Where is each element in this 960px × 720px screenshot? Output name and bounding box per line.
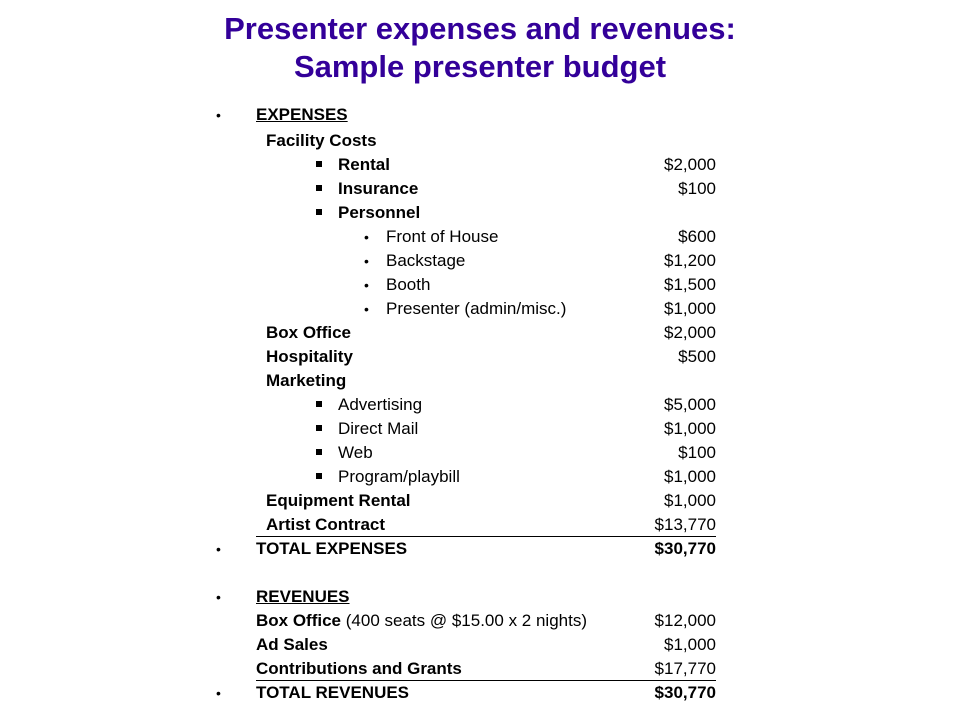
contributions-amount: $17,770 — [654, 659, 716, 678]
bullet-icon: • — [364, 277, 369, 293]
presenter-label: Presenter (admin/misc.) — [386, 299, 567, 318]
bullet-icon: • — [216, 589, 221, 605]
square-bullet-icon — [316, 425, 322, 431]
backstage-label: Backstage — [386, 251, 466, 270]
hospitality-label: Hospitality — [266, 347, 353, 366]
personnel-label: Personnel — [338, 203, 421, 222]
total-revenues-label: TOTAL REVENUES — [256, 683, 410, 702]
presenter-amount: $1,000 — [664, 299, 716, 318]
insurance-label: Insurance — [338, 179, 419, 198]
front-of-house-label: Front of House — [386, 227, 499, 246]
total-expenses-amount: $30,770 — [654, 539, 716, 558]
bullet-icon: • — [364, 301, 369, 317]
bullet-icon: • — [216, 107, 221, 123]
bullet-icon: • — [364, 253, 369, 269]
rental-label: Rental — [338, 155, 390, 174]
direct-mail-label: Direct Mail — [338, 419, 419, 438]
web-label: Web — [338, 443, 373, 462]
equipment-rental-label: Equipment Rental — [266, 491, 411, 510]
bullet-icon: • — [364, 229, 369, 245]
total-revenues-amount: $30,770 — [654, 683, 716, 702]
rental-amount: $2,000 — [664, 155, 716, 174]
program-amount: $1,000 — [664, 467, 716, 486]
revenues-header: REVENUES — [256, 587, 350, 606]
web-amount: $100 — [678, 443, 716, 462]
square-bullet-icon — [316, 449, 322, 455]
booth-label: Booth — [386, 275, 431, 294]
expenses-header: EXPENSES — [256, 105, 348, 124]
ad-sales-amount: $1,000 — [664, 635, 716, 654]
front-of-house-amount: $600 — [678, 227, 716, 246]
page-title — [0, 10, 960, 86]
backstage-amount: $1,200 — [664, 251, 716, 270]
artist-contract-label: Artist Contract — [266, 515, 386, 534]
insurance-amount: $100 — [678, 179, 716, 198]
booth-amount: $1,500 — [664, 275, 716, 294]
square-bullet-icon — [316, 185, 322, 191]
advertising-label: Advertising — [338, 395, 423, 414]
square-bullet-icon — [316, 473, 322, 479]
direct-mail-amount: $1,000 — [664, 419, 716, 438]
revenue-box-office-row — [256, 609, 587, 633]
bullet-icon: • — [216, 685, 221, 701]
title-line-1: Presenter expenses and revenues: — [224, 11, 736, 46]
title-line-2: Sample presenter budget — [293, 49, 667, 84]
artist-contract-amount: $13,770 — [654, 515, 716, 534]
total-expenses-label: TOTAL EXPENSES — [256, 539, 408, 558]
equipment-rental-amount: $1,000 — [664, 491, 716, 510]
square-bullet-icon — [316, 161, 322, 167]
square-bullet-icon — [316, 209, 322, 215]
facility-costs-label: Facility Costs — [266, 131, 377, 150]
marketing-label: Marketing — [266, 371, 347, 390]
square-bullet-icon — [316, 401, 322, 407]
revenue-box-office-label: Box Office — [256, 611, 342, 630]
bullet-icon: • — [216, 541, 221, 557]
advertising-amount: $5,000 — [664, 395, 716, 414]
program-label: Program/playbill — [338, 467, 460, 486]
contributions-label: Contributions and Grants — [256, 659, 462, 678]
ad-sales-label: Ad Sales — [256, 635, 328, 654]
hospitality-amount: $500 — [678, 347, 716, 366]
box-office-label: Box Office — [266, 323, 352, 342]
revenue-box-office-amount: $12,000 — [654, 611, 716, 630]
revenue-box-office-detail: (400 seats @ $15.00 x 2 nights) — [345, 611, 587, 630]
box-office-amount: $2,000 — [664, 323, 716, 342]
